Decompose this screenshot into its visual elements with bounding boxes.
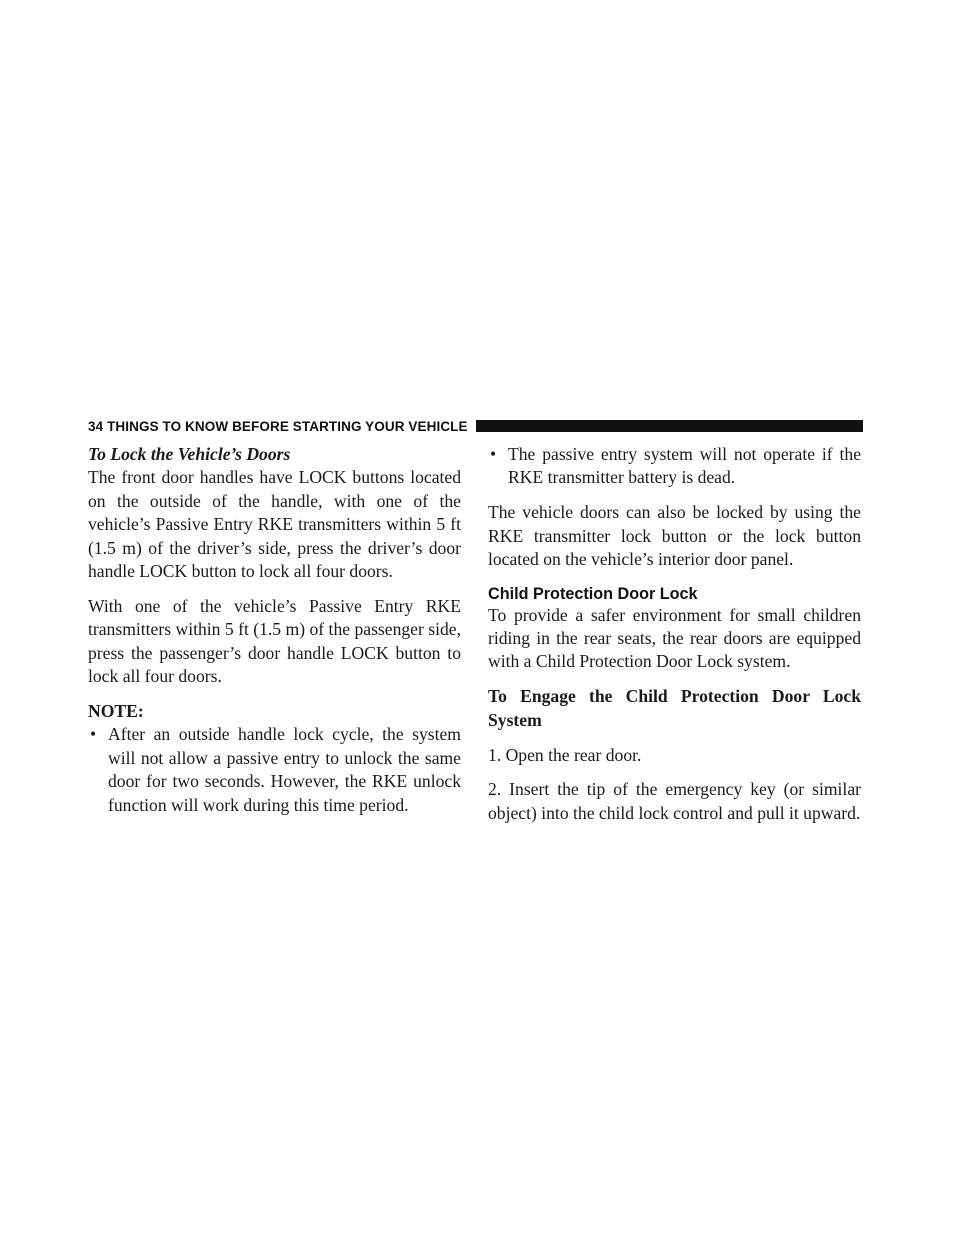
engage-system-heading: To Engage the Child Protection Door Lock System bbox=[488, 686, 861, 730]
page-header bbox=[88, 418, 863, 434]
note-bullet-2 bbox=[488, 443, 861, 490]
header-rule bbox=[476, 420, 863, 432]
child-protection-heading: Child Protection Door Lock bbox=[488, 584, 698, 603]
lock-doors-heading: To Lock the Vehicle’s Doors bbox=[88, 444, 291, 464]
note-bullet-1 bbox=[88, 723, 461, 817]
left-column bbox=[88, 443, 461, 829]
page-header-text: 34 THINGS TO KNOW BEFORE STARTING YOUR VEHICLE bbox=[88, 418, 468, 434]
lock-doors-paragraph-1: The front door handles have LOCK buttons located on the outside of the handle, with one of the vehicle’s Passive Entry RKE transmitters within 5 ft (1.5 m) of the driver’s side, press the driver’s door handle LOCK button to lock all four doors. bbox=[88, 467, 461, 582]
lock-doors-paragraph-3: The vehicle doors can also be locked by using the RKE transmitter lock button or the lock button located on the vehicle’s interior door panel. bbox=[488, 502, 861, 570]
note-bullet-2-text: The passive entry system will not operate if the RKE transmitter battery is dead. bbox=[508, 444, 861, 488]
note-label: NOTE: bbox=[88, 701, 144, 722]
bullet-icon: • bbox=[490, 444, 497, 464]
child-protection-paragraph: To provide a safer environment for small children riding in the rear seats, the rear doors are equipped with a Child Protection Door Lock system. bbox=[488, 604, 861, 672]
bullet-icon: • bbox=[90, 724, 97, 745]
note-bullet-1-text: After an outside handle lock cycle, the system will not allow a passive entry to unlock the same door for two seconds. However, the RKE unlock function will work during this time period. bbox=[108, 724, 461, 815]
lock-doors-paragraph-2: With one of the vehicle’s Passive Entry RKE transmitters within 5 ft (1.5 m) of the passenger side, press the passenger’s door handle LOCK button to lock all four doors. bbox=[88, 595, 461, 687]
right-column bbox=[488, 443, 861, 837]
step-1: 1. Open the rear door. bbox=[488, 744, 642, 765]
step-2: 2. Insert the tip of the emergency key (or similar object) into the child lock control and pull it upward. bbox=[488, 779, 861, 823]
